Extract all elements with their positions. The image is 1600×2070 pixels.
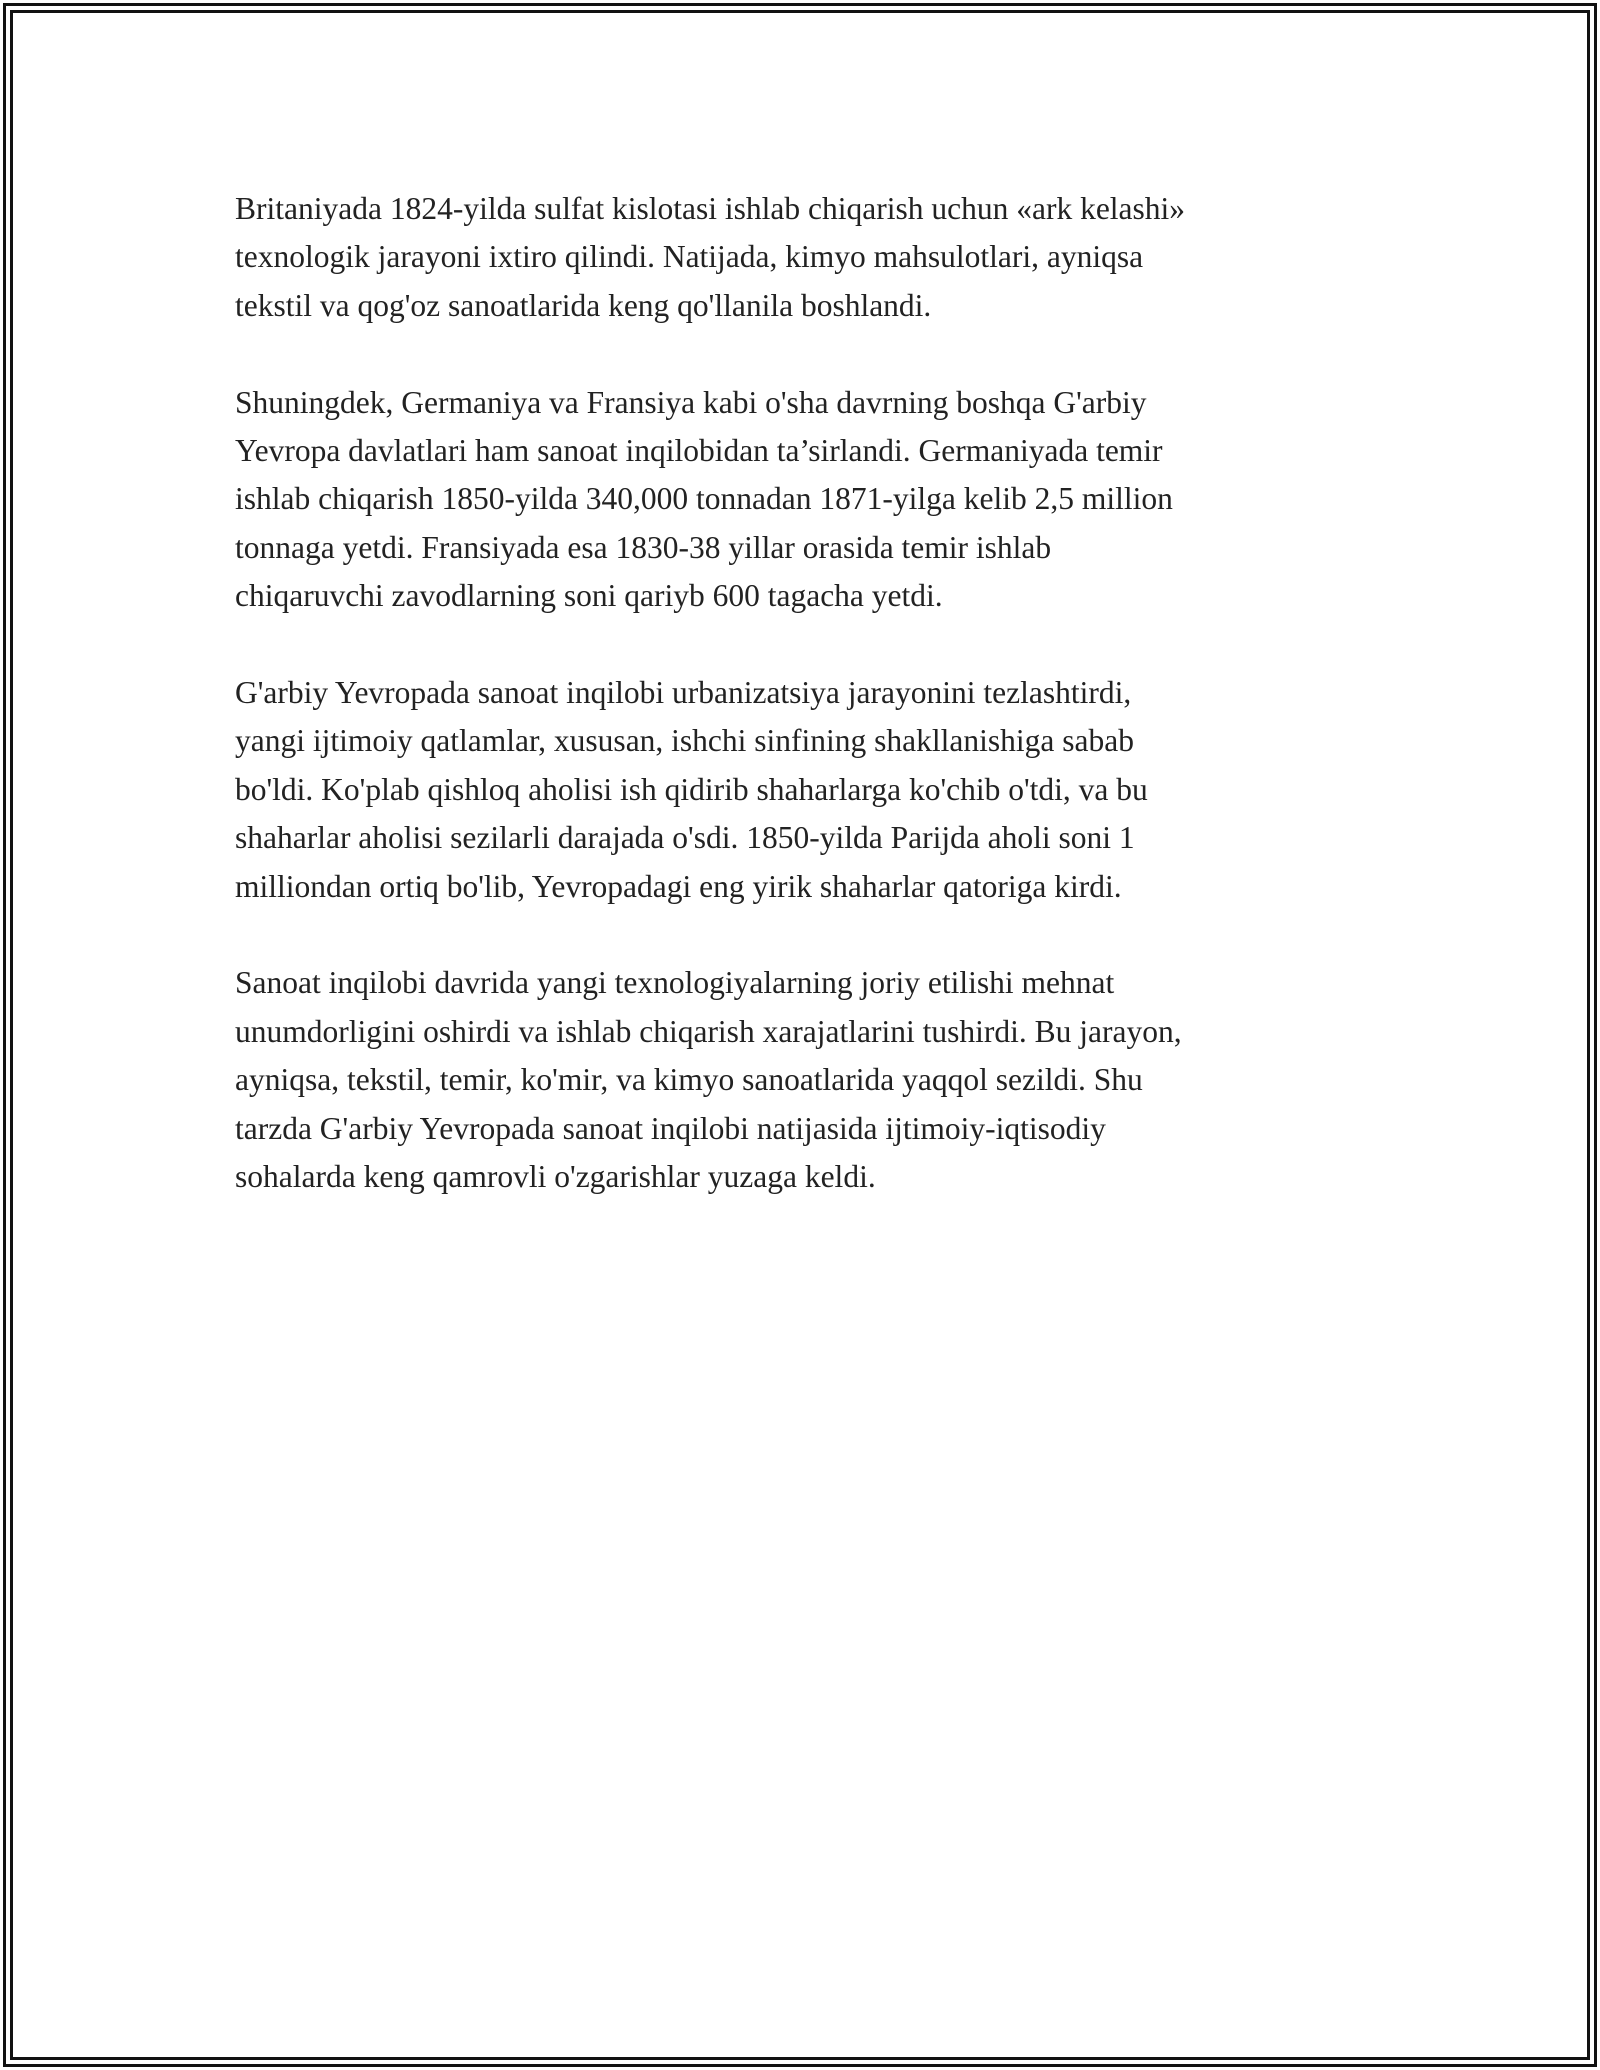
- paragraph-4: Sanoat inqilobi davrida yangi texnologiyalarning joriy etilishi mehnat unumdorligini oshirdi va ishlab chiqarish xarajatlarini tushirdi. Bu jarayon, ayniqsa, tekstil, temir, ko'mir, va kimyo sanoatlarida yaqqol sezildi. Shu tarzda G'arbiy Yevropada sanoat inqilobi natijasida ijtimoiy-iqtisodiy sohalarda keng qamrovli o'zgarishlar yuzaga keldi.: [235, 965, 1182, 1195]
- paragraph-3: G'arbiy Yevropada sanoat inqilobi urbanizatsiya jarayonini tezlashtirdi, yangi ijtimoiy qatlamlar, xususan, ishchi sinfining shakllanishiga sabab bo'ldi. Ko'plab qishloq aholisi ish qidirib shaharlarga ko'chib o'tdi, va bu shaharlar aholisi sezilarli darajada o'sdi. 1850-yilda Parijda aholi soni 1 milliondan ortiq bo'lib, Yevropadagi eng yirik shaharlar qatoriga kirdi.: [235, 675, 1148, 904]
- document-body: [235, 185, 1365, 1250]
- paragraph-1: Britaniyada 1824-yilda sulfat kislotasi ishlab chiqarish uchun «ark kelashi» texnologik jarayoni ixtiro qilindi. Natijada, kimyo mahsulotlari, ayniqsa tekstil va qog'oz sanoatlarida keng qo'llanila boshlandi.: [235, 191, 1186, 323]
- paragraph-2: Shuningdek, Germaniya va Fransiya kabi o'sha davrning boshqa G'arbiy Yevropa davlatlari ham sanoat inqilobidan ta’sirlandi. Germaniyada temir ishlab chiqarish 1850-yilda 340,000 tonnadan 1871-yilga kelib 2,5 million tonnaga yetdi. Fransiyada esa 1830-38 yillar orasida temir ishlab chiqaruvchi zavodlarning soni qariyb 600 tagacha yetdi.: [235, 384, 1173, 614]
